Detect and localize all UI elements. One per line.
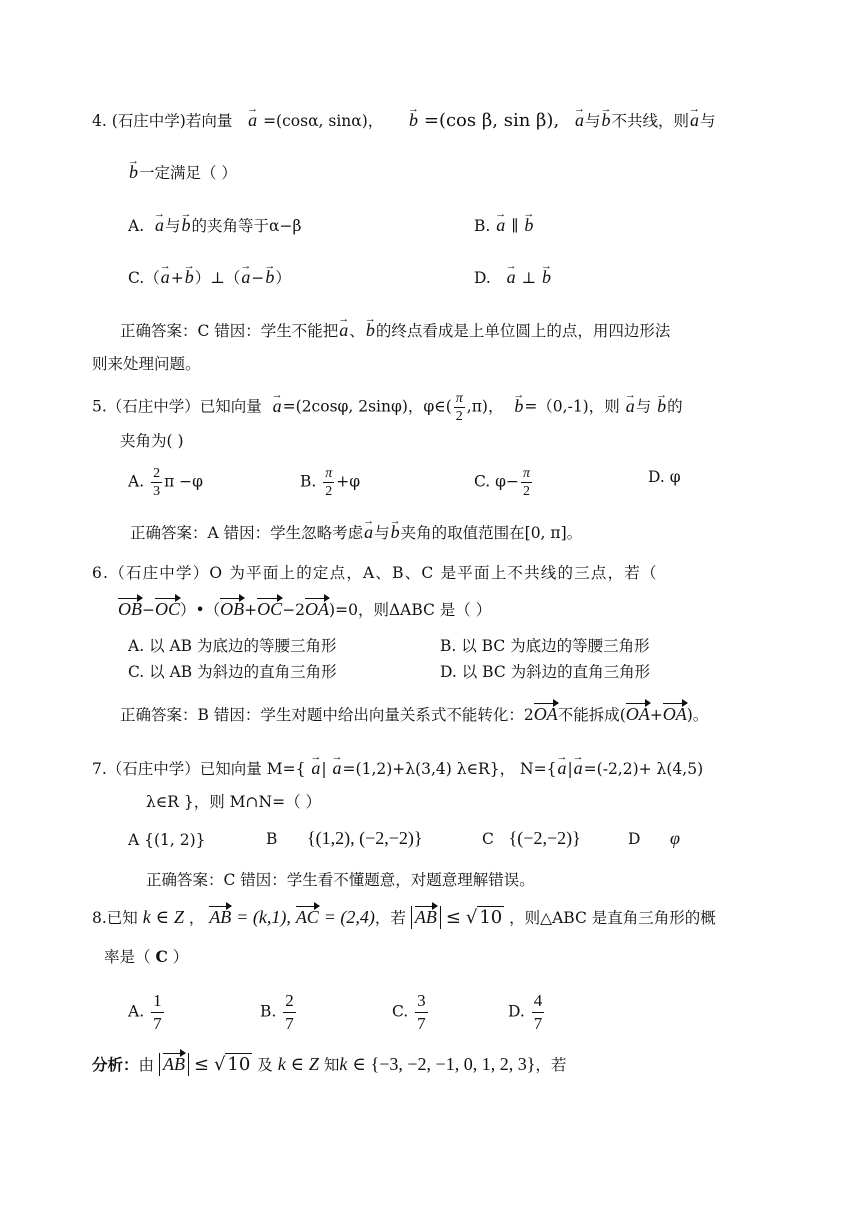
q6-option-b: B. 以 BC 为底边的等腰三角形 bbox=[440, 637, 650, 655]
q7-stem-line1: 7.（石庄中学）已知向量 M={ → a| → a=(1,2)+λ(3,4) λ∈R}， N={→ a|→ a=(-2,2)+ λ(4,5) bbox=[92, 756, 703, 781]
q7-option-c: C {(−2,−2)} bbox=[482, 828, 581, 848]
q7-option-b: B {(1,2), (−2,−2)} bbox=[266, 828, 423, 848]
q5-answer: 正确答案：A 错因：学生忽略考虑→ a与→ b夹角的取值范围在[0, π]。 bbox=[130, 520, 582, 545]
q4-option-d: D. → a ⊥ → b bbox=[474, 265, 552, 290]
q6-stem-line2: OB−OC）•（OB+OC−2OA)=0，则ΔABC 是（ ） bbox=[118, 599, 492, 619]
q8-analysis: 分析：由 AB ≤ √ 10 及 k ∈ Z 知k ∈ {−3, −2, −1, 0, 1, 2, 3}，若 bbox=[92, 1054, 567, 1075]
q6-option-a: A. 以 AB 为底边的等腰三角形 bbox=[128, 637, 337, 655]
q8-stem-line1: 8.已知 k ∈ Z ， AB = (k,1), AC = (2,4)，若 AB ≤ √ 10 ，则△ABC 是直角三角形的概 bbox=[92, 907, 716, 928]
q4-stem-line1: 4. (石庄中学)若向量 → a =(cosα, sinα)， → b =(cos β, sin β), → a与→ b不共线，则→ a与 bbox=[92, 108, 716, 133]
q5-stem-line1: 5.（石庄中学）已知向量 → a=(2cosφ, 2sinφ)，φ∈( $\frac{\pi}{2}$ ,π)， → b=（0,-1)，则 → a与 → b的 bbox=[92, 390, 683, 425]
q4-option-a: A. → a与→ b的夹角等于α−β bbox=[128, 213, 301, 238]
q7-option-a: A {(1, 2)} bbox=[128, 831, 206, 849]
q5-option-c: C. φ− $\frac{\pi}{2}$ bbox=[474, 466, 531, 499]
q8-stem-line2: 率是（ C ） bbox=[104, 947, 189, 966]
sqrt-10: √ 10 bbox=[465, 907, 503, 928]
q7-answer: 正确答案：C 错因：学生看不懂题意，对题意理解错误。 bbox=[146, 871, 535, 889]
q8-option-d: D. $\frac{4}{7}$ bbox=[508, 991, 543, 1033]
vector-a: → a bbox=[247, 108, 258, 132]
q4-option-b: B. → a ∥ → b bbox=[474, 213, 534, 238]
q6-stem-line1: 6.（石庄中学）O 为平面上的定点，A、B、C 是平面上不共线的三点，若（ bbox=[92, 564, 658, 582]
vector-b: → b bbox=[408, 108, 419, 132]
q6-option-d: D. 以 BC 为斜边的直角三角形 bbox=[440, 663, 651, 681]
q5-option-b: B. $\frac{\pi}{2}$ +φ bbox=[300, 466, 361, 499]
q4-answer-line2: 则来处理问题。 bbox=[92, 355, 201, 373]
q4-answer-line1: 正确答案：C 错因：学生不能把→ a、→ b的终点看成是上单位圆上的点，用四边形法 bbox=[120, 318, 670, 343]
q6-option-c: C. 以 AB 为斜边的直角三角形 bbox=[128, 663, 337, 681]
q8-option-a: A. $\frac{1}{7}$ bbox=[128, 991, 162, 1033]
q7-stem-line2: λ∈R }，则 M∩N=（ ） bbox=[146, 793, 322, 811]
fraction-pi-over-2: $\frac{\pi}{2}$ bbox=[455, 391, 463, 424]
q8-option-c: C. $\frac{3}{7}$ bbox=[392, 991, 426, 1033]
q4-option-c: C.（→ a+→ b）⊥（→ a−→ b） bbox=[128, 265, 291, 290]
abs-ab: AB bbox=[411, 906, 441, 929]
q5-option-d: D. φ bbox=[648, 468, 681, 486]
q7-option-d: D φ bbox=[628, 828, 680, 848]
q6-answer: 正确答案：B 错因：学生对题中给出向量关系式不能转化：2OA不能拆成(OA+OA)。 bbox=[120, 704, 709, 724]
q8-option-b: B. $\frac{2}{7}$ bbox=[260, 991, 294, 1033]
q5-option-a: A. $\frac{2}{3}$ π −φ bbox=[128, 466, 204, 499]
q5-stem-line2: 夹角为( ) bbox=[120, 432, 184, 450]
q4-stem-line2: → b一定满足（ ） bbox=[128, 160, 237, 185]
